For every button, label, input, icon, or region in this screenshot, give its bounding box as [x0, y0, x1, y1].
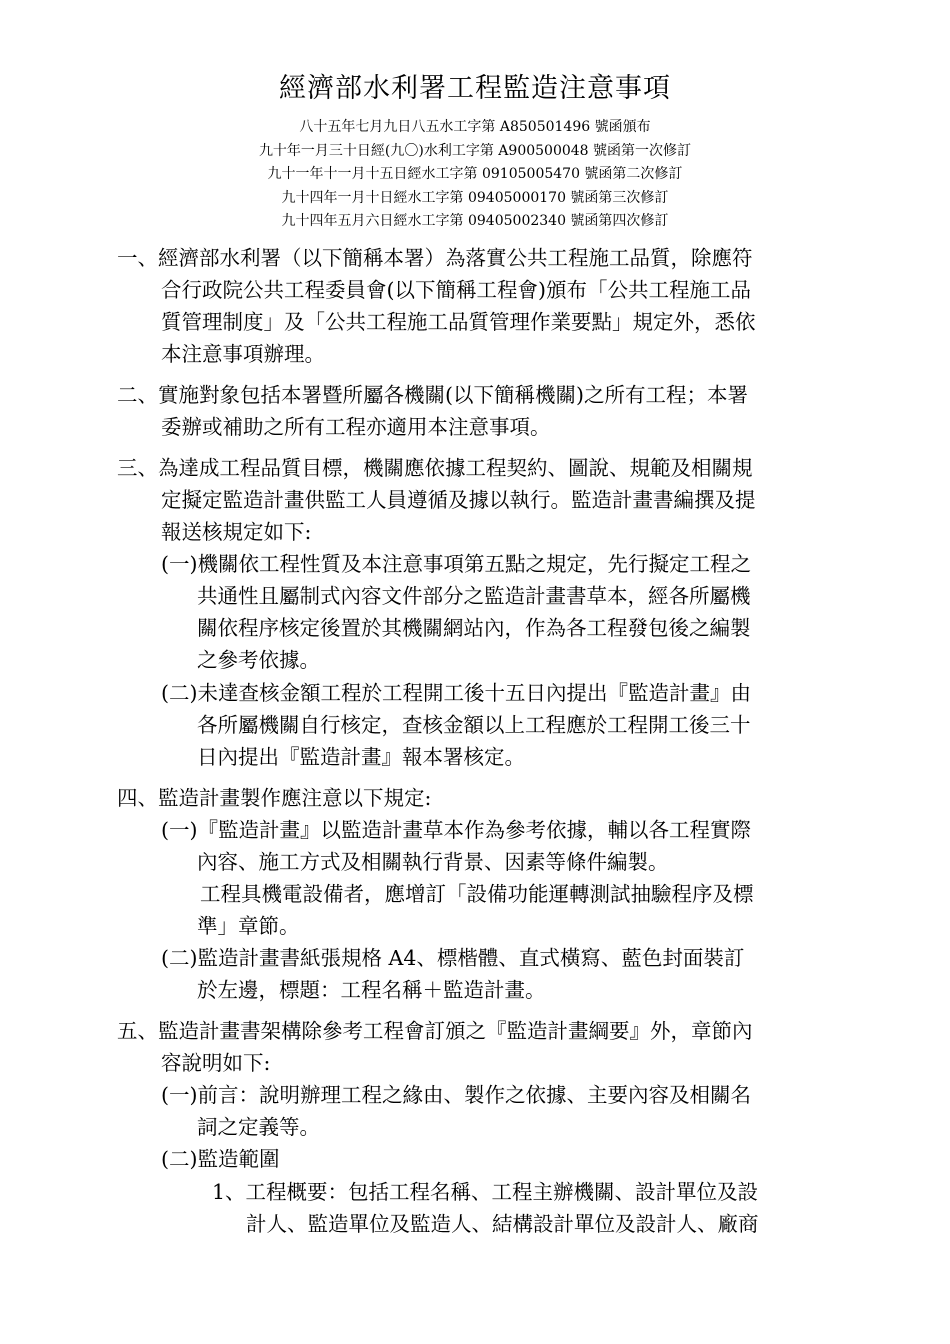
section-4-item-2-text: 於左邊，標題：工程名稱＋監造計畫。	[197, 978, 546, 1002]
section-1-text: 合行政院公共工程委員會(以下簡稱工程會)頒布「公共工程施工品	[161, 278, 751, 302]
section-5-item-1-text: 詞之定義等。	[197, 1115, 320, 1139]
revision-line: 八十五年七月九日八五水工字第 A850501496 號函頒布	[299, 119, 651, 135]
section-2-text: 委辦或補助之所有工程亦適用本注意事項。	[161, 415, 551, 439]
section-3-item-1-text: 關依程序核定後置於其機關網站內，作為各工程發包後之編製	[197, 616, 751, 640]
revision-line: 九十四年五月六日經水工字第 09405002340 號函第四次修訂	[281, 213, 669, 229]
section-5-subitem-1-text: 計人、監造單位及監造人、結構設計單位及設計人、廠商	[246, 1212, 759, 1236]
section-4-item-1-text: 準」章節。	[197, 914, 300, 938]
revision-history	[0, 116, 950, 234]
revision-line: 九十年一月三十日經(九〇)水利工字第 A900500048 號函第一次修訂	[258, 142, 692, 159]
section-5-item-2: (二)監造範圍	[161, 1147, 280, 1171]
section-3-item-2-text: 各所屬機關自行核定，查核金額以上工程應於工程開工後三十	[197, 713, 751, 737]
section-3-item-2: (二)未達查核金額工程於工程開工後十五日內提出『監造計畫』由	[161, 681, 751, 705]
section-5-subitem-1: 1、工程概要：包括工程名稱、工程主辦機關、設計單位及設	[212, 1180, 759, 1204]
section-3-item-1-text: 之參考依據。	[197, 648, 320, 672]
section-1-heading: 一、經濟部水利署（以下簡稱本署）為落實公共工程施工品質，除應符	[117, 246, 753, 270]
section-3-item-2-text: 日內提出『監造計畫』報本署核定。	[197, 745, 525, 769]
section-3-text: 報送核規定如下:	[161, 520, 312, 544]
section-4-heading: 四、監造計畫製作應注意以下規定:	[117, 786, 432, 810]
section-4-item-1-text: 內容、施工方式及相關執行背景、因素等條件編製。	[197, 850, 669, 874]
section-4-item-1: (一)『監造計畫』以監造計畫草本作為參考依據，輔以各工程實際	[161, 818, 751, 842]
section-3-item-1: (一)機關依工程性質及本注意事項第五點之規定，先行擬定工程之	[161, 552, 751, 576]
section-5-item-1: (一)前言：說明辦理工程之緣由、製作之依據、主要內容及相關名	[161, 1083, 751, 1107]
revision-line: 九十四年一月十日經水工字第 09405000170 號函第三次修訂	[281, 189, 669, 206]
section-1-text: 本注意事項辦理。	[161, 342, 325, 366]
revision-line: 九十一年十一月十五日經水工字第 09105005470 號函第二次修訂	[267, 166, 683, 182]
section-1-text: 質管理制度」及「公共工程施工品質管理作業要點」規定外，悉依	[161, 310, 756, 334]
page-title: 經濟部水利署工程監造注意事項	[279, 73, 671, 104]
section-3-item-1-text: 共通性且屬制式內容文件部分之監造計畫書草本，經各所屬機	[197, 584, 751, 608]
section-3-text: 定擬定監造計畫供監工人員遵循及據以執行。監造計畫書編撰及提	[161, 488, 756, 512]
section-5-text: 容說明如下:	[161, 1051, 271, 1075]
section-4-item-2: (二)監造計畫書紙張規格 A4、標楷體、直式橫寫、藍色封面裝訂	[161, 946, 745, 970]
section-3-heading: 三、為達成工程品質目標，機關應依據工程契約、圖說、規範及相關規	[117, 456, 753, 480]
section-5-heading: 五、監造計畫書架構除參考工程會訂頒之『監造計畫綱要』外，章節內	[117, 1019, 753, 1043]
section-4-item-1-text: 工程具機電設備者，應增訂「設備功能運轉測試抽驗程序及標	[200, 882, 754, 906]
section-2-heading: 二、實施對象包括本署暨所屬各機關(以下簡稱機關)之所有工程；本署	[117, 383, 748, 407]
